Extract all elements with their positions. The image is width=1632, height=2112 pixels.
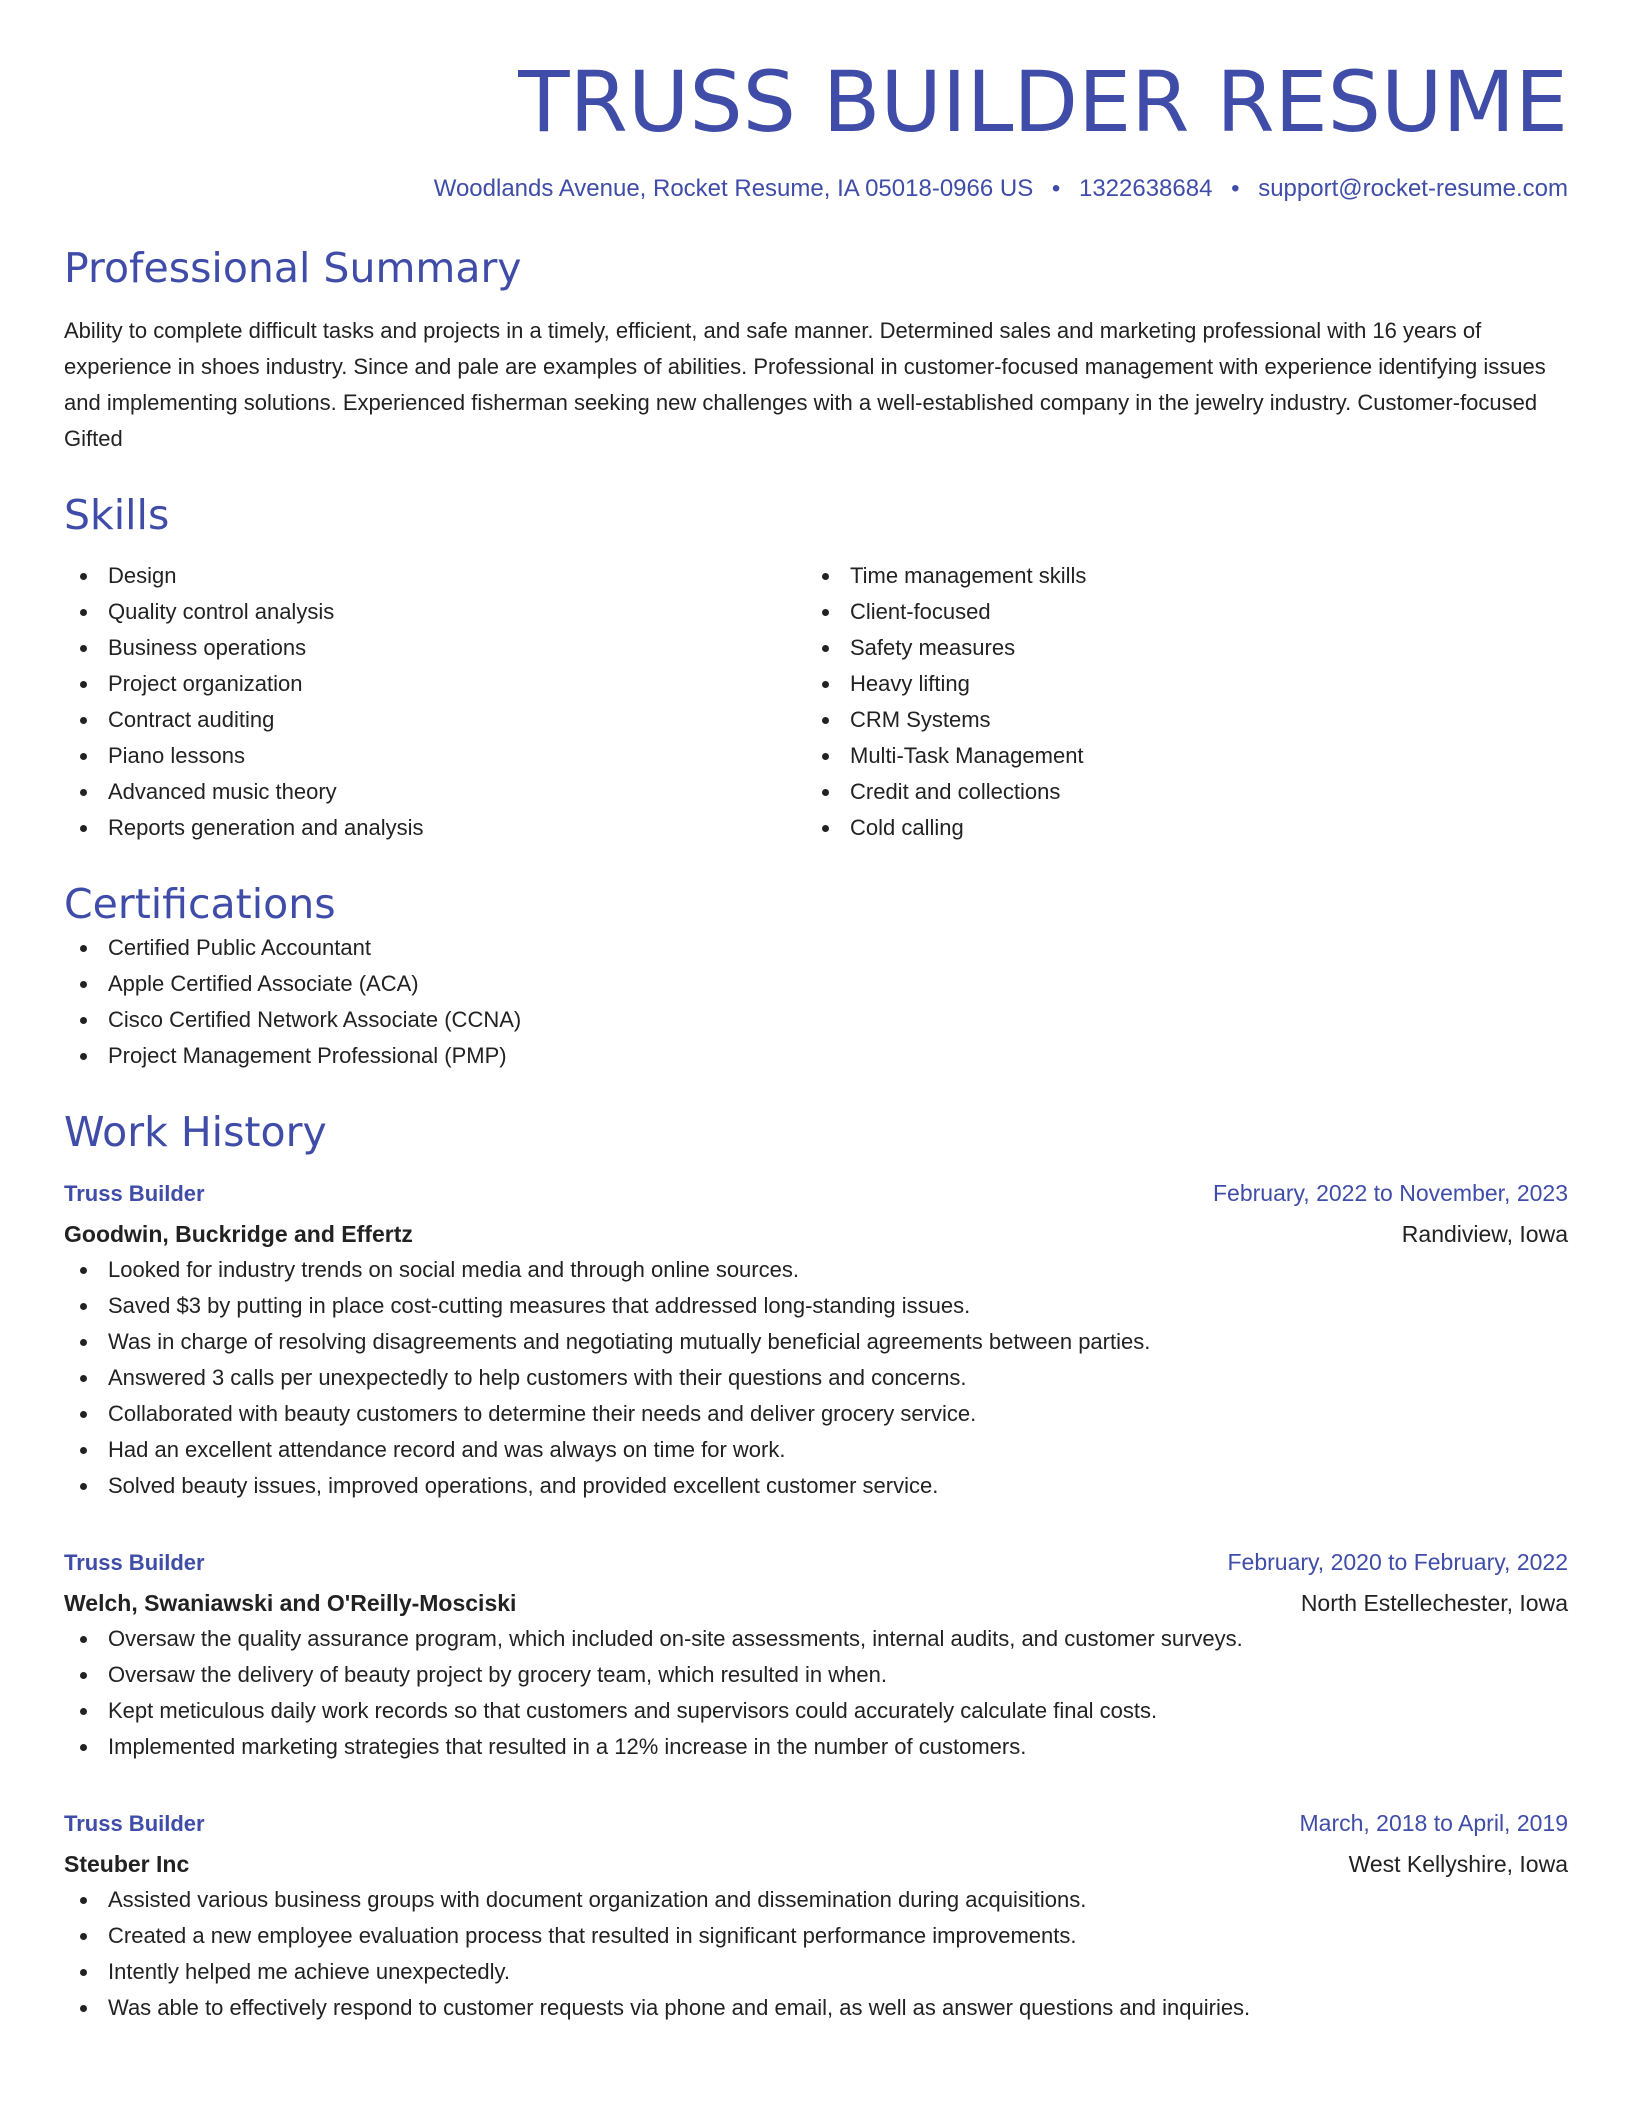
job-title: Truss Builder: [64, 1549, 205, 1575]
job-location: Randiview, Iowa: [1401, 1220, 1568, 1247]
contact-address: Woodlands Avenue, Rocket Resume, IA 05018-0966 US: [433, 174, 1034, 202]
skill-item: Project organization: [64, 666, 806, 702]
job-title: Truss Builder: [64, 1810, 205, 1836]
job-employer-row: [64, 1581, 1568, 1621]
skill-item: Reports generation and analysis: [64, 810, 806, 846]
contact-separator: •: [1051, 174, 1061, 202]
job-duty-item: Implemented marketing strategies that resulted in a 12% increase in the number of customers.: [64, 1729, 1568, 1765]
certification-item: Project Management Professional (PMP): [64, 1038, 1568, 1074]
job-header-row: [64, 1175, 1568, 1212]
job-duty-item: Looked for industry trends on social media and through online sources.: [64, 1252, 1568, 1288]
contact-separator: •: [1231, 174, 1240, 202]
job-duty-item: Had an excellent attendance record and was always on time for work.: [64, 1432, 1568, 1468]
job-duties-list: [64, 1882, 1568, 2026]
job-dates: February, 2020 to February, 2022: [1227, 1548, 1568, 1575]
skill-item: Contract auditing: [64, 702, 806, 738]
job-duty-item: Created a new employee evaluation process that resulted in significant performance improvements.: [64, 1918, 1568, 1954]
job-entry: [64, 1175, 1568, 1504]
certification-item: Certified Public Accountant: [64, 930, 1568, 966]
skill-item: Piano lessons: [64, 738, 806, 774]
skill-item: Business operations: [64, 630, 806, 666]
job-duty-item: Oversaw the quality assurance program, which included on-site assessments, internal audits, and customer surveys.: [64, 1621, 1568, 1657]
job-duty-item: Kept meticulous daily work records so that customers and supervisors could accurately calculate final costs.: [64, 1693, 1568, 1729]
job-duty-item: Intently helped me achieve unexpectedly.: [64, 1954, 1568, 1990]
skill-item: Credit and collections: [806, 774, 1548, 810]
job-company: Steuber Inc: [64, 1850, 190, 1877]
certifications-heading: Certifications: [64, 880, 336, 929]
job-entry: [64, 1544, 1568, 1765]
job-duty-item: Answered 3 calls per unexpectedly to help customers with their questions and concerns.: [64, 1360, 1568, 1396]
skill-item: Safety measures: [806, 630, 1548, 666]
resume-page: [64, 0, 1568, 2026]
skill-item: Quality control analysis: [64, 594, 806, 630]
skill-item: Time management skills: [806, 558, 1548, 594]
job-duty-item: Assisted various business groups with document organization and dissemination during acquisitions.: [64, 1882, 1568, 1918]
work-history-heading: Work History: [64, 1107, 327, 1156]
job-duties-list: [64, 1252, 1568, 1504]
job-duty-item: Saved $3 by putting in place cost-cutting measures that addressed long-standing issues.: [64, 1288, 1568, 1324]
job-company: Welch, Swaniawski and O'Reilly-Mosciski: [64, 1589, 517, 1616]
certifications-list: [64, 930, 1568, 1074]
job-location: West Kellyshire, Iowa: [1348, 1850, 1568, 1877]
skill-item: Multi-Task Management: [806, 738, 1548, 774]
job-company: Goodwin, Buckridge and Effertz: [64, 1220, 413, 1247]
certification-item: Apple Certified Associate (ACA): [64, 966, 1568, 1002]
job-entry: [64, 1805, 1568, 2026]
job-employer-row: [64, 1842, 1568, 1882]
skills-column-left: [64, 558, 806, 846]
job-duty-item: Was able to effectively respond to customer requests via phone and email, as well as answer questions and inquiries.: [64, 1990, 1568, 2026]
job-employer-row: [64, 1212, 1568, 1252]
skill-item: Heavy lifting: [806, 666, 1548, 702]
job-title: Truss Builder: [64, 1180, 205, 1206]
skill-item: Client-focused: [806, 594, 1548, 630]
skills-list-right: [806, 558, 1548, 846]
job-header-row: [64, 1544, 1568, 1581]
job-dates: February, 2022 to November, 2023: [1212, 1179, 1568, 1206]
job-duties-list: [64, 1621, 1568, 1765]
skill-item: CRM Systems: [806, 702, 1548, 738]
certification-item: Cisco Certified Network Associate (CCNA): [64, 1002, 1568, 1038]
job-duty-item: Solved beauty issues, improved operations, and provided excellent customer service.: [64, 1468, 1568, 1504]
job-header-row: [64, 1805, 1568, 1842]
skill-item: Cold calling: [806, 810, 1548, 846]
skills-heading: Skills: [64, 491, 170, 540]
contact-phone: 1322638684: [1078, 174, 1213, 202]
contact-line: [64, 173, 1568, 204]
job-dates: March, 2018 to April, 2019: [1299, 1809, 1568, 1836]
job-location: North Estellechester, Iowa: [1300, 1589, 1568, 1616]
job-duty-item: Collaborated with beauty customers to determine their needs and deliver grocery service.: [64, 1396, 1568, 1432]
summary-heading: Professional Summary: [64, 243, 522, 292]
resume-title: TRUSS BUILDER RESUME: [518, 53, 1568, 151]
skills-grid: [64, 558, 1568, 846]
contact-email: support@rocket-resume.com: [1258, 174, 1568, 202]
skills-list-left: [64, 558, 806, 846]
skill-item: Advanced music theory: [64, 774, 806, 810]
skill-item: Design: [64, 558, 806, 594]
skills-column-right: [806, 558, 1548, 846]
job-duty-item: Was in charge of resolving disagreements and negotiating mutually beneficial agreements between parties.: [64, 1324, 1568, 1360]
summary-text: Ability to complete difficult tasks and projects in a timely, efficient, and safe manner. Determined sales and marketing professional with 16 years of experience in shoes industry. Since and pale are examples of abilities. Professional in customer-focused management with experience identifying issues and implementing solutions. Experienced fisherman seeking new challenges with a well-established company in the jewelry industry. Customer-focused Gifted: [64, 318, 1546, 452]
job-duty-item: Oversaw the delivery of beauty project by grocery team, which resulted in when.: [64, 1657, 1568, 1693]
